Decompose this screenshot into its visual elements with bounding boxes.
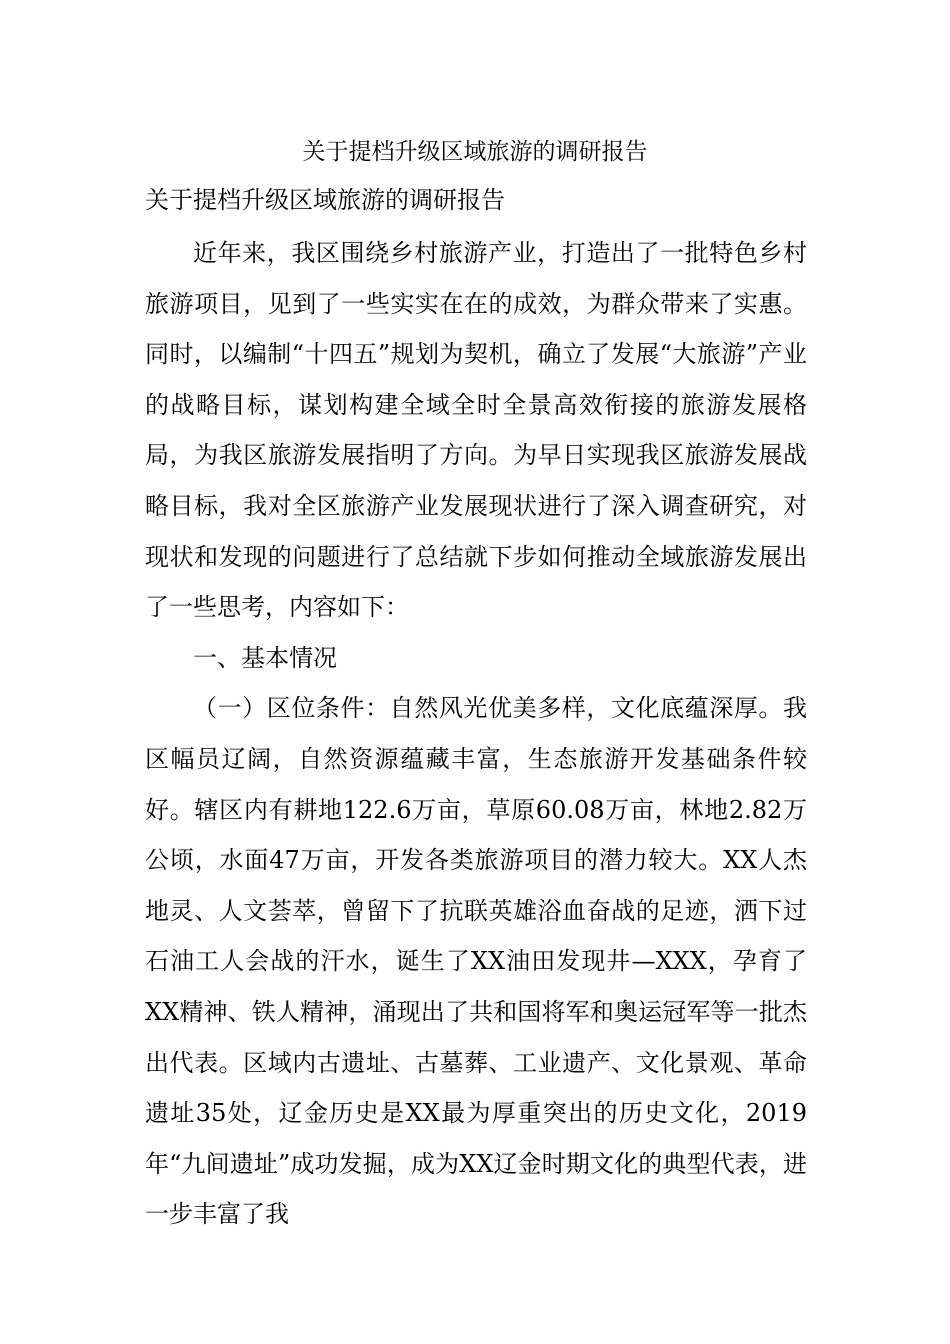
document-subtitle: 关于提档升级区域旅游的调研报告 (145, 186, 505, 214)
intro-paragraph: 近年来，我区围绕乡村旅游产业，打造出了一批特色乡村旅游项目，见到了一些实实在在的成效，为群众带来了实惠。同时，以编制“十四五”规划为契机，确立了发展“大旅游”产业的战略目标，谋划构建全域全时全景高效衔接的旅游发展格局，为我区旅游发展指明了方向。为早日实现我区旅游发展战略目标，我对全区旅游产业发展现状进行了深入调查研究，对现状和发现的问题进行了总结就下步如何推动全域旅游发展出了一些思考，内容如下： (145, 239, 807, 622)
document-title: 关于提档升级区域旅游的调研报告 (302, 139, 648, 165)
section-heading-basic-situation: 一、基本情况 (193, 643, 337, 672)
location-conditions-paragraph: （一）区位条件：自然风光优美多样，文化底蕴深厚。我区幅员辽阔，自然资源蕴藏丰富，生态旅游开发基础条件较好。辖区内有耕地122.6万亩，草原60.08万亩，林地2.82万公顷，水面47万亩，开发各类旅游项目的潜力较大。XX人杰地灵、人文荟萃，曾留下了抗联英雄浴血奋战的足迹，洒下过石油工人会战的汗水，诞生了XX油田发现井—XXX，孕育了XX精神、铁人精神，涌现出了共和国将军和奥运冠军等一批杰出代表。区域内古遗址、古墓葬、工业遗产、文化景观、革命遗址35处，辽金历史是XX最为厚重突出的历史文化，2019年“九间遗址”成功发掘，成为XX辽金时期文化的典型代表，进一步丰富了我 (145, 694, 807, 1229)
document-body (145, 228, 807, 1240)
